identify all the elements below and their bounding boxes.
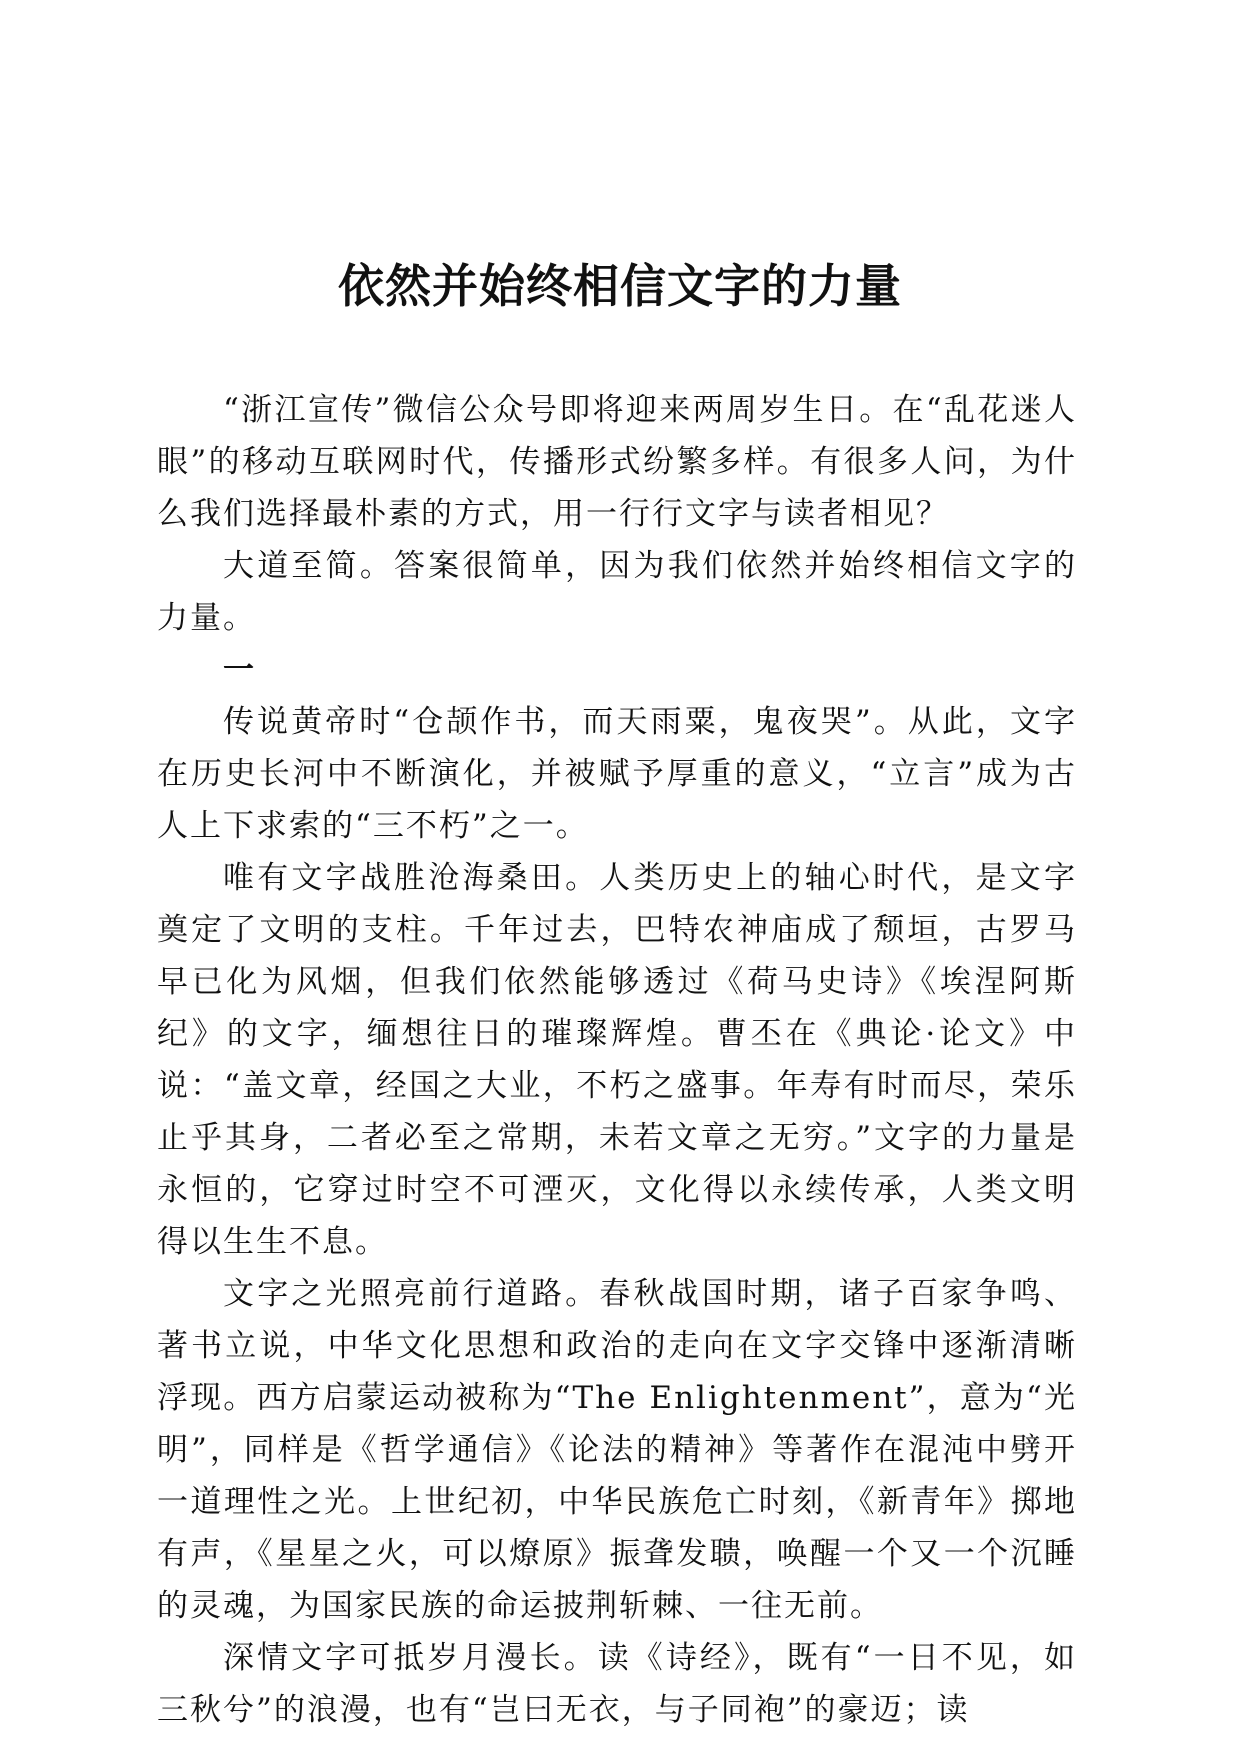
- document-body: [157, 384, 1077, 1736]
- document-title: 依然并始终相信文字的力量: [338, 259, 902, 313]
- section-numeral: 一: [223, 652, 254, 688]
- intro-paragraph-1: “浙江宣传”微信公众号即将迎来两周岁生日。在“乱花迷人眼”的移动互联网时代，传播形式纷繁多样。有很多人问，为什么我们选择最朴素的方式，用一行行文字与读者相见？: [157, 392, 1077, 532]
- section-paragraph-4: 深情文字可抵岁月漫长。读《诗经》，既有“一日不见，如三秋兮”的浪漫，也有“岂曰无衣，与子同袍”的豪迈；读: [157, 1640, 1077, 1728]
- section-paragraph-2: 唯有文字战胜沧海桑田。人类历史上的轴心时代，是文字奠定了文明的支柱。千年过去，巴特农神庙成了颓垣，古罗马早已化为风烟，但我们依然能够透过《荷马史诗》《埃涅阿斯纪》的文字，缅想往日的璀璨辉煌。曹丕在《典论·论文》中说：“盖文章，经国之大业，不朽之盛事。年寿有时而尽，荣乐止乎其身，二者必至之常期，未若文章之无穷。”文字的力量是永恒的，它穿过时空不可湮灭，文化得以永续传承，人类文明得以生生不息。: [157, 860, 1077, 1260]
- section-paragraph-1: 传说黄帝时“仓颉作书，而天雨粟，鬼夜哭”。从此，文字在历史长河中不断演化，并被赋予厚重的意义，“立言”成为古人上下求索的“三不朽”之一。: [157, 704, 1077, 844]
- intro-paragraph-2: 大道至简。答案很简单，因为我们依然并始终相信文字的力量。: [157, 548, 1077, 636]
- section-paragraph-3: 文字之光照亮前行道路。春秋战国时期，诸子百家争鸣、著书立说，中华文化思想和政治的走向在文字交锋中逐渐清晰浮现。西方启蒙运动被称为“The Enlightenment”，意为“光明”，同样是《哲学通信》《论法的精神》等著作在混沌中劈开一道理性之光。上世纪初，中华民族危亡时刻，《新青年》掷地有声，《星星之火，可以燎原》振聋发聩，唤醒一个又一个沉睡的灵魂，为国家民族的命运披荆斩棘、一往无前。: [157, 1276, 1077, 1624]
